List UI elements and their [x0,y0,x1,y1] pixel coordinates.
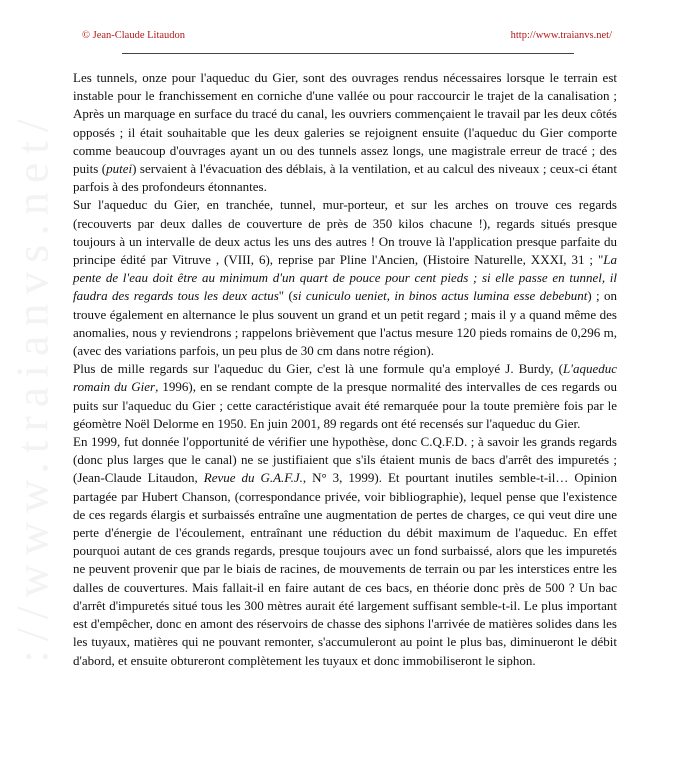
text-run: , 1996), en se rendant compte de la presque normalité des intervalles de ces regards ou puits sur l'aqueduc du Gier ; cette caractéristique avait été remarquée pour la toute première fois par le géomètre Noël Delorme en 1950. En juin 2001, 89 regards ont été recensés sur l'aqueduc du Gier. [73,379,618,431]
text-run: , N° 3, 1999). Et pourtant inutiles semble-t-il… Opinion partagée par Hubert Chanson, (correspondance privée, voir bibliographie), lequel pense que l'existence de ces regards élargis et surbaissés entraîne une augmentation de pertes de charges, ce qui veut dire une perte d'énergie de l'écoulement, entraînant une réduction du débit maximum de l'aqueduc. En effet pourquoi autant de ces grands regards, presque toujours avec un fond surbaissé, alors que les impuretés ne peuvent provenir que par le biais de racines, de mouvements de terrain ou par les interstices entre les dalles de couvertures. Mais fallait-il en faire autant de ces bacs, en théorie donc près de 500 ? Un bac d'arrêt d'impuretés situé tous les 300 mètres aurait été largement suffisant semble-t-il. Le plus important est d'empêcher, donc en amont des réservoirs de chasse des siphons l'arrivée de matières solides dans les les tuyaux, matières qui ne pouvant remonter, s'accumuleront au point le plus bas, diminueront le débit d'abord, et ensuite obtureront complètement les tuyaux et donc immobiliseront le siphon. [73,470,617,668]
text-run: ) ; on trouve également en alternance le plus souvent un grand et un petit regard ; mais il y a quand même des anomalies, nous y reviendrons ; rappelons brièvement que l'actus mesure 120 pieds romains de 0,296 m, (avec des variations parfois, un peu plus de 30 cm dans notre région). [73,288,618,359]
italic-run: si cuniculo ueniet, in binos actus lumina esse debebunt [292,288,588,304]
text-run: En 1999, fut donnée l'opportunité de vérifier une hypothèse, donc C.Q.F.D. ; à savoir les grands regards (donc plus larges que le canal) ne se justifiaient que s'ils étaient munis de bacs d'arrêt des impuretés ; (Jean-Claude Litaudon, [73,434,617,486]
paragraph-1999 [73,433,617,670]
paragraph-regards [73,196,617,360]
italic-run: L'aqueduc romain du Gier [73,361,617,395]
italic-run: La pente de l'eau doit être au minimum d'un quart de pouce pour cent pieds ; si elle passe en tunnel, il faudra des regards tous les deux actus [73,252,617,304]
text-run: Plus de mille regards sur l'aqueduc du Gier, c'est là une formule qu'a employé J. Burdy, ( [73,361,563,377]
paragraph-mille-regards [73,360,617,433]
paragraph-tunnels [73,69,617,196]
text-run: ) servaient à l'évacuation des déblais, à la ventilation, et au calcul des niveaux ; ceux-ci étant parfois à des profondeurs étonnantes. [73,161,617,195]
italic-run: Revue du G.A.F.J. [203,470,303,486]
italic-run: putei [106,161,133,177]
watermark-text: ://www.traianvs.net/ [6,110,58,663]
text-run: Les tunnels, onze pour l'aqueduc du Gier, sont des ouvrages rendus nécessaires lorsque le terrain est instable pour le franchissement en corniche d'une vallée ou pour raccourcir le trajet de la canalisation ; Après un marquage en surface du tracé du canal, les ouvriers commençaient le travail par les deux côtés opposés ; il était souhaitable que les deux galeries se rejoignent ensuite (l'aqueduc du Gier comporte comme beaucoup d'ouvrages ayant un ou des tunnels assez longs, une magistrale erreur de tracé ; des puits ( [73,70,617,177]
copyright-notice: © Jean-Claude Litaudon [82,30,186,41]
text-run: Sur l'aqueduc du Gier, en tranchée, tunnel, mur-porteur, et sur les arches on trouve ces regards (recouverts par deux dalles de couverture de près de 350 kilos chacune !), regards situés presque toujours à un intervalle de deux actus les uns des autres ! On trouve là l'application presque parfaite du principe édité par Vitruve , (VIII, 6), reprise par Pline l'Ancien, (Histoire Naturelle, XXXI, 31 ; " [73,197,617,268]
site-url-link[interactable]: http://www.traianvs.net/ [510,30,612,41]
text-run: " ( [278,288,293,304]
article-body [73,69,617,670]
header-divider [122,53,574,54]
